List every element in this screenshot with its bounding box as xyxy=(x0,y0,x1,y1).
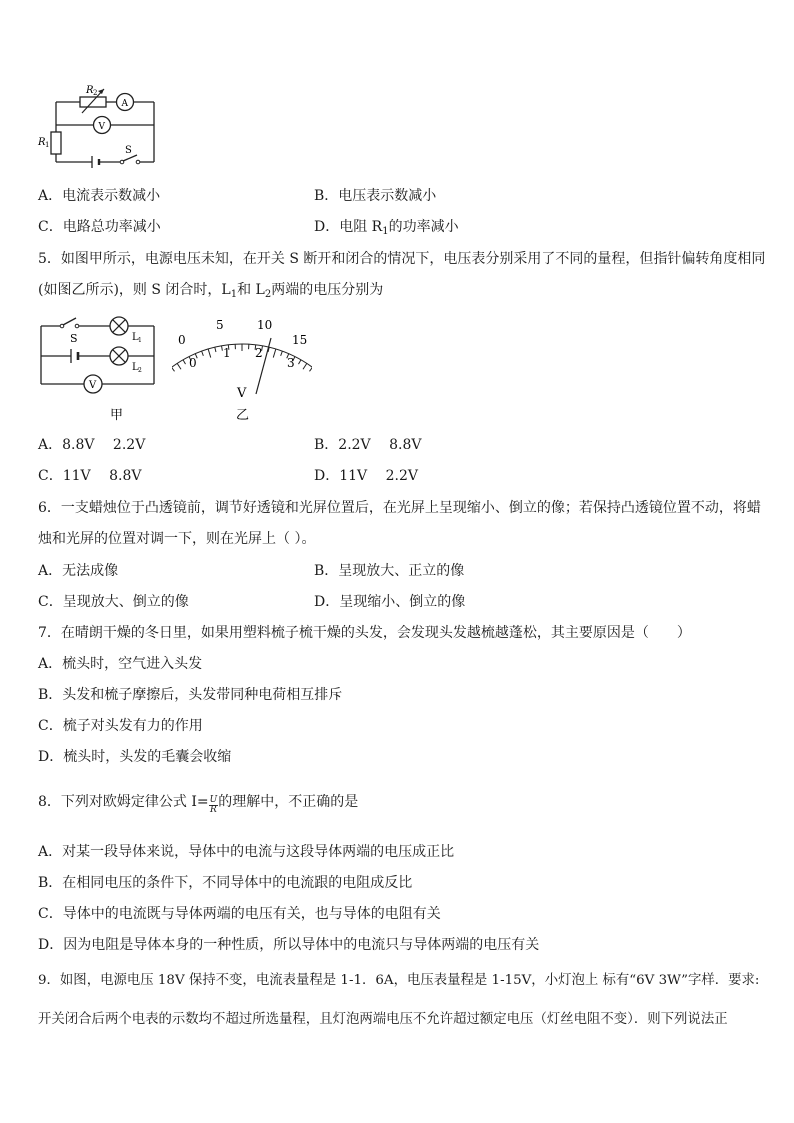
dial-tick xyxy=(172,367,175,371)
dial-tick xyxy=(303,363,307,369)
q8-stem: 8．下列对欧姆定律公式 I= $\frac{U}{R}$ 的理解中，不正确的是 xyxy=(38,794,359,815)
dial-tick xyxy=(299,360,302,364)
switch-label: S xyxy=(70,332,78,345)
dial-tick xyxy=(215,347,216,352)
svg-text:2: 2 xyxy=(138,367,142,374)
dial-tick xyxy=(309,367,312,371)
figure-caption-yi: 乙 xyxy=(236,408,250,423)
q4-option-a[interactable]: A．电流表示数减小 xyxy=(38,188,161,204)
q4-option-d[interactable]: D．电阻 $R_1$的功率减小 xyxy=(314,219,459,237)
q9-stem-line1: 9．如图，电源电压 18V 保持不变，电流表量程是 1-1．6A，电压表量程是 1-15V，小灯泡上 标有“6V 3W”字样．要求: xyxy=(38,973,760,988)
q8-option-b[interactable]: B．在相同电压的条件下，不同导体中的电流跟的电阻成反比 xyxy=(38,875,413,891)
ammeter-label: A xyxy=(121,99,128,109)
bottom-scale-1: 1 xyxy=(223,346,231,360)
q6-option-c[interactable]: C．呈现放大、倒立的像 xyxy=(38,594,189,610)
dial-tick xyxy=(208,349,211,358)
q4-option-c[interactable]: C．电路总功率减小 xyxy=(38,219,161,235)
switch-icon xyxy=(63,318,76,325)
svg-text:1: 1 xyxy=(45,141,50,149)
top-scale-0: 0 xyxy=(178,333,186,347)
figure-caption-jia: 甲 xyxy=(110,408,124,423)
switch-label: S xyxy=(125,145,132,156)
svg-text:2: 2 xyxy=(93,89,98,97)
ohms-law-fraction: $\frac{U}{R}$ xyxy=(209,795,218,815)
dial-unit-label: V xyxy=(237,386,247,401)
q5-voltmeter-dial-yi xyxy=(172,312,312,424)
q5-option-b[interactable]: B．2.2V 8.8V xyxy=(314,437,422,453)
dial-tick xyxy=(273,349,276,358)
voltmeter-label: V xyxy=(89,380,97,391)
q6-option-b[interactable]: B．呈现放大、正立的像 xyxy=(314,563,465,579)
bottom-scale-2: 2 xyxy=(255,346,263,360)
voltmeter-label: V xyxy=(98,122,105,132)
dial-tick xyxy=(183,360,186,364)
q6-option-a[interactable]: A．无法成像 xyxy=(38,563,119,579)
l1-label: L xyxy=(132,332,139,343)
dial-tick xyxy=(281,351,283,356)
q7-option-d[interactable]: D．梳头时，头发的毛囊会收缩 xyxy=(38,749,232,765)
q6-stem-line1: 6．一支蜡烛位于凸透镜前，调节好透镜和光屏位置后，在光屏上呈现缩小、倒立的像；若保持凸透镜位置不动，将蜡 xyxy=(38,500,761,516)
dial-tick xyxy=(202,351,204,356)
resistor-r1 xyxy=(51,132,61,154)
bottom-scale-0: 0 xyxy=(189,356,197,370)
top-scale-15: 15 xyxy=(292,333,308,347)
q6-stem-line2: 烛和光屏的位置对调一下，则在光屏上（ ）。 xyxy=(38,531,316,547)
dial-tick xyxy=(177,363,181,369)
q4-option-b[interactable]: B．电压表示数减小 xyxy=(314,188,437,204)
rheostat-r2 xyxy=(80,97,106,107)
q5-stem-line2: (如图乙所示)，则 S 闭合时，$L_1$和 $L_2$两端的电压分别为 xyxy=(38,282,384,300)
svg-text:1: 1 xyxy=(138,337,142,344)
top-scale-10: 10 xyxy=(257,318,273,332)
q8-option-d[interactable]: D．因为电阻是导体本身的一种性质，所以导体中的电流只与导体两端的电压有关 xyxy=(38,937,540,953)
q5-option-d[interactable]: D．11V 2.2V xyxy=(314,468,418,484)
q5-circuit-jia xyxy=(36,312,161,424)
r2-label: R xyxy=(86,85,94,96)
top-scale-5: 5 xyxy=(216,318,224,332)
q8-option-a[interactable]: A．对某一段导体来说，导体中的电流与这段导体两端的电压成正比 xyxy=(38,844,455,860)
q5-option-c[interactable]: C．11V 8.8V xyxy=(38,468,142,484)
q9-stem-line2: 开关闭合后两个电表的示数均不超过所选量程，且灯泡两端电压不允许超过额定电压（灯丝电阻不变）．则下列说法正 xyxy=(38,1012,728,1027)
q7-option-c[interactable]: C．梳子对头发有力的作用 xyxy=(38,718,203,734)
q7-option-a[interactable]: A．梳头时，空气进入头发 xyxy=(38,656,203,672)
q5-stem-line1: 5．如图甲所示，电源电压未知，在开关 S 断开和闭合的情况下，电压表分别采用了不同的量程，但指针偏转角度相同 xyxy=(38,251,766,267)
bottom-scale-3: 3 xyxy=(287,356,295,370)
q7-stem: 7．在晴朗干燥的冬日里，如果用塑料梳子梳干燥的头发，会发现头发越梳越蓬松，其主要原因是（ ） xyxy=(38,625,691,641)
q6-option-d[interactable]: D．呈现缩小、倒立的像 xyxy=(314,594,466,610)
q8-option-c[interactable]: C．导体中的电流既与导体两端的电压有关，也与导体的电阻有关 xyxy=(38,906,441,922)
q4-circuit-diagram xyxy=(36,80,158,174)
l2-label: L xyxy=(132,362,139,373)
q7-option-b[interactable]: B．头发和梳子摩擦后，头发带同种电荷相互排斥 xyxy=(38,687,343,703)
q5-option-a[interactable]: A．8.8V 2.2V xyxy=(38,437,146,453)
r1-label: R xyxy=(38,137,46,148)
